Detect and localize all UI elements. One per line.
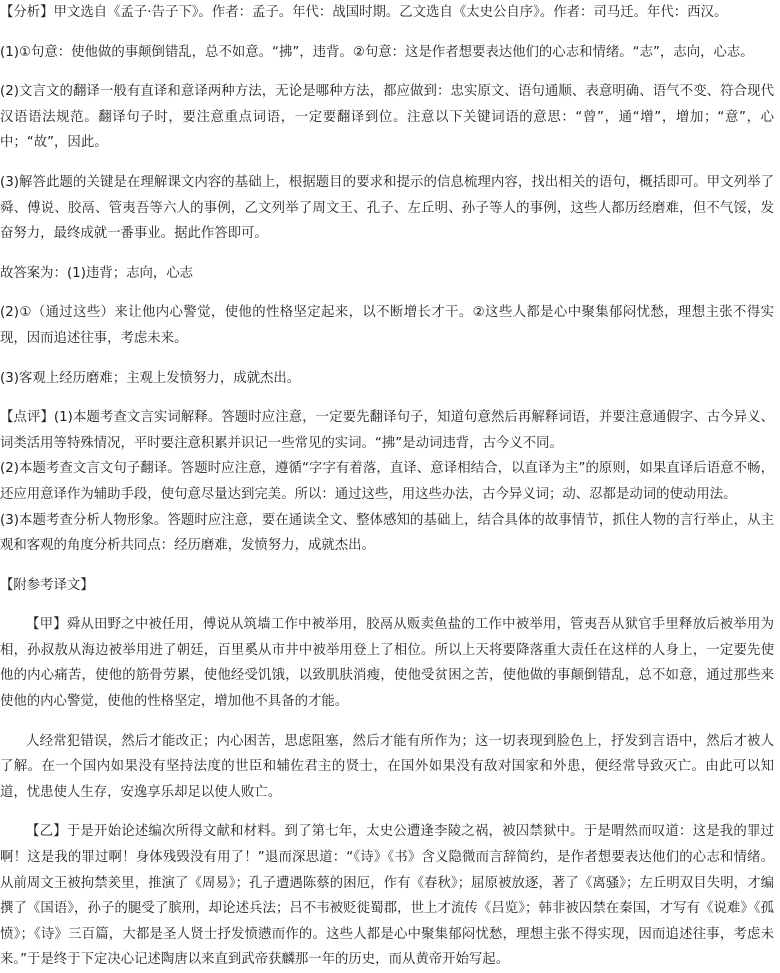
translation-paragraph-2: 人经常犯错误，然后才能改正；内心困苦，思虑阻塞，然后才能有所作为；这一切表现到脸色上，抒发到言语中，然后才被人了解。在一个国内如果没有坚持法度的世臣和辅佐君主的贤士，在国外如果没有敌对国家和外患，便经常导致灭亡。由此可以知道，忧患使人生存，安逸享乐却足以使人败亡。 (0, 733, 774, 800)
analysis-item-2: (2)文言文的翻译一般有直译和意译两种方法，无论是哪种方法，都应做到：忠实原文、语句通顺、表意明确、语气不变、符合现代汉语语法规范。翻译句子时，要注意重点词语，一定要翻译到位。注意以下关键词语的意思：“曾”，通“增”，增加；“意”，心中；“故”，因此。 (0, 84, 774, 151)
comment-item-2: (2)本题考查文言文句子翻译。答题时应注意，遵循“字字有着落，直译、意译相结合，以直译为主”的原则，如果直译后语意不畅，还应用意译作为辅助手段，使句意尽量达到完美。所以：通过这些，用这些办法，古今异义词；动、忍都是动词的使动用法。 (0, 461, 774, 502)
translation-paragraph-3: 【乙】于是开始论述编次所得文献和材料。到了第七年，太史公遭逢李陵之祸，被囚禁狱中。于是喟然而叹道：这是我的罪过啊！这是我的罪过啊！身体残毁没有用了！”退而深思道：“《诗》《书》含义隐微而言辞简约，是作者想要表达他们的心志和情绪。从前周文王被拘禁羑里，推演了《周易》；孔子遭遇陈蔡的困厄，作有《春秋》；屈原被放逐，著了《离骚》；左丘明双目失明，才编撰了《国语》，孙子的腿受了膑刑，却论述兵法；吕不韦被贬徙蜀郡，世上才流传《吕览》；韩非被囚禁在秦国，才写有《说难》《孤愤》；《诗》三百篇，大都是圣人贤士抒发愤懑而作的。这些人都是心中聚集郁闷忧愁，理想主张不得实现，因而追述往事，考虑未来。”于是终于下定决心记述陶唐以来直到武帝获麟那一年的历史，而从黄帝开始写起。 (0, 824, 774, 968)
analysis-item-1: (1)①句意：使他做的事颠倒错乱，总不如意。“拂”，违背。②句意：这是作者想要表达他们的心志和情绪。“志”，志向，心志。 (0, 44, 754, 60)
translation-paragraph-1: 【甲】舜从田野之中被任用，傅说从筑墙工作中被举用，胶鬲从贩卖鱼盐的工作中被举用，管夷吾从狱官手里释放后被举用为相，孙叔敖从海边被举用进了朝廷，百里奚从市井中被举用登上了相位。所以上天将要降落重大责任在这样的人身上，一定要先使他的内心痛苦，使他的筋骨劳累，使他经受饥饿，以致肌肤消瘦，使他受贫困之苦，使他做的事颠倒错乱，总不如意，通过那些来使他的内心警觉，使他的性格坚定，增加他不具备的才能。 (0, 617, 774, 710)
answer-line-3: (3)客观上经历磨难；主观上发愤努力，成就杰出。 (0, 370, 301, 386)
translation-header: 【附参考译文】 (0, 577, 94, 593)
analysis-header: 【分析】甲文选自《孟子·告子下》。作者：孟子。年代：战国时期。乙文选自《太史公自序》。作者：司马迁。年代：西汉。 (0, 5, 728, 20)
analysis-item-3: (3)解答此题的关键是在理解课文内容的基础上，根据题目的要求和提示的信息梳理内容，找出相关的语句，概括即可。甲文列举了舜、傅说、胶鬲、管夷吾等六人的事例，乙文列举了周文王、孔子、左丘明、孙子等人的事例，这些人都历经磨难，但不气馁，发奋努力，最终成就一番事业。据此作答即可。 (0, 174, 774, 242)
answer-line-2: (2)①（通过这些）来让他内心警觉，使他的性格坚定起来，以不断增长才干。②这些人都是心中聚集郁闷忧愁，理想主张不得实现，因而追述往事，考虑未来。 (0, 305, 774, 346)
answer-line-1: 故答案为：(1)违背；志向，心志 (0, 265, 194, 281)
comment-item-3: (3)本题考查分析人物形象。答题时应注意，要在通读全文、整体感知的基础上，结合具体的故事情节，抓住人物的言行举止，从主观和客观的角度分析共同点：经历磨难，发愤努力，成就杰出。 (0, 512, 774, 554)
comment-item-1: 【点评】(1)本题考查文言实词解释。答题时应注意，一定要先翻译句子，知道句意然后再解释词语，并要注意通假字、古今异义、词类活用等特殊情况，平时要注意积累并识记一些常见的实词。“拂”是动词违背，古今义不同。 (0, 410, 774, 451)
